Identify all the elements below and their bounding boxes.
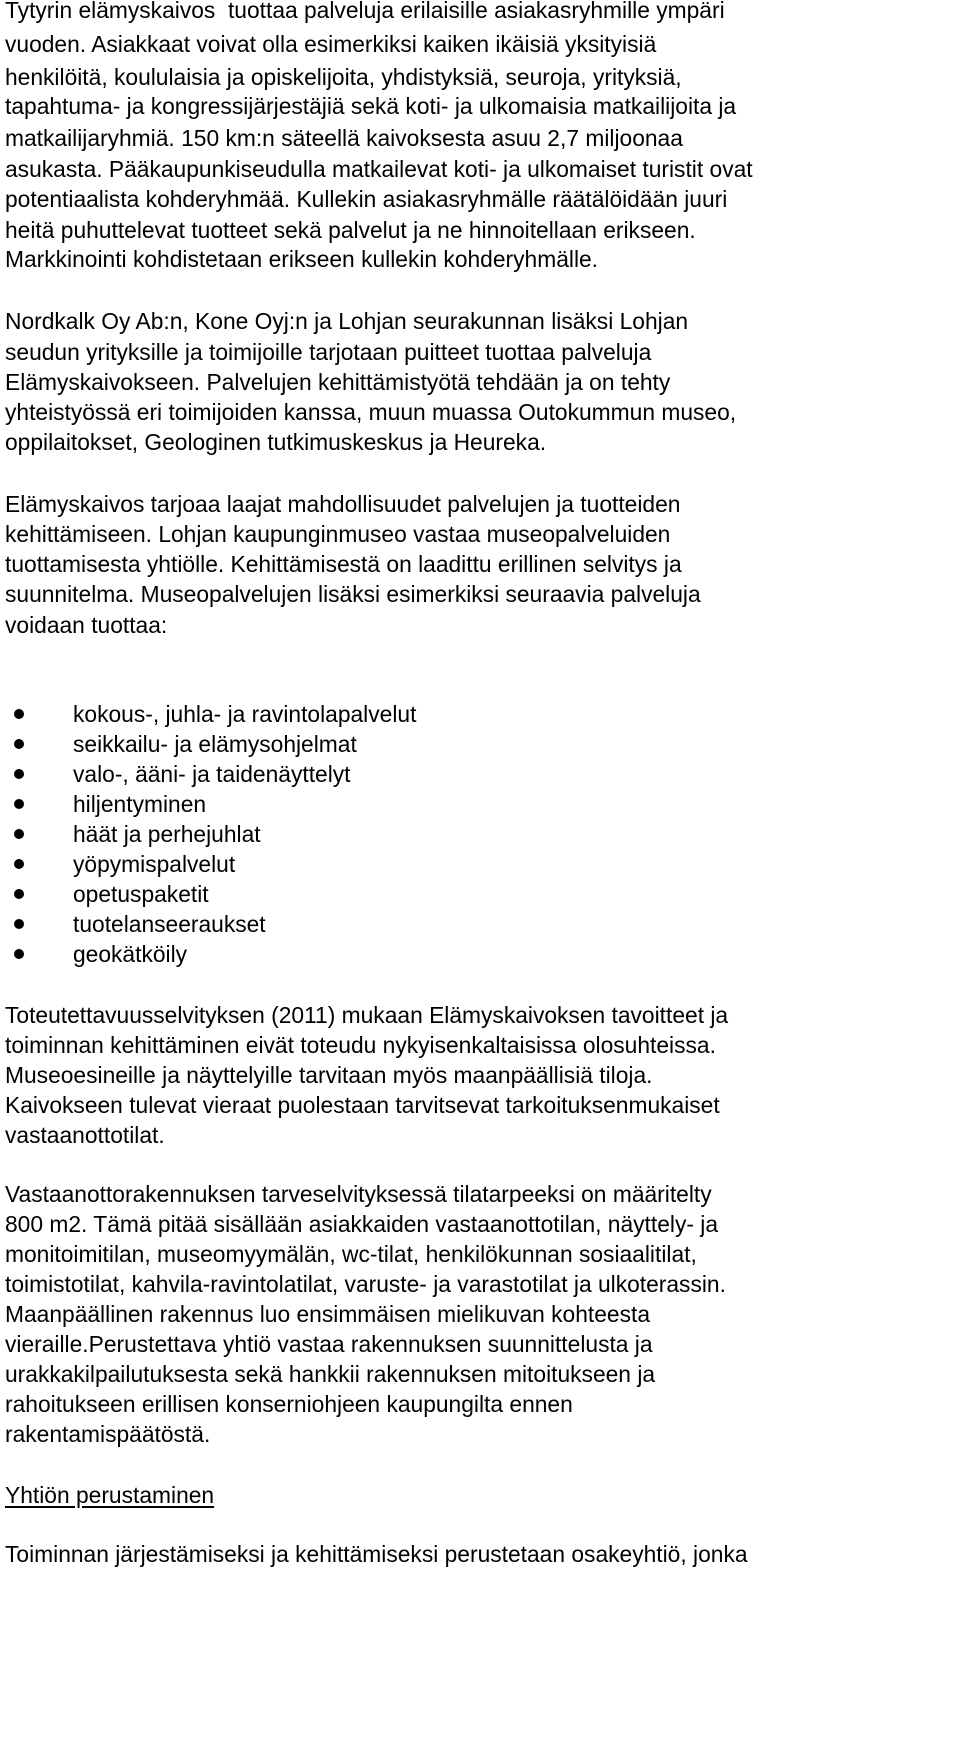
text-line: voidaan tuottaa:: [5, 612, 168, 638]
text-line: vuoden. Asiakkaat voivat olla esimerkiksi kaiken ikäisiä yksityisiä: [5, 31, 657, 57]
text-line: heitä puhuttelevat tuotteet sekä palvelut ja ne hinnoitellaan erikseen.: [5, 217, 696, 243]
bullet-icon: [14, 709, 24, 719]
text-line: oppilaitokset, Geologinen tutkimuskeskus ja Heureka.: [5, 429, 547, 455]
text-line: Markkinointi kohdistetaan erikseen kullekin kohderyhmälle.: [5, 246, 599, 272]
list-item: opetuspaketit: [73, 881, 209, 907]
text-line: yhteistyössä eri toimijoiden kanssa, muun muassa Outokummun museo,: [5, 399, 737, 425]
text-line: toimistotilat, kahvila-ravintolatilat, varuste- ja varastotilat ja ulkoterassin.: [5, 1271, 726, 1297]
text-line: kehittämiseen. Lohjan kaupunginmuseo vastaa museopalveluiden: [5, 521, 671, 547]
text-line: monitoimitilan, museomyymälän, wc-tilat, henkilökunnan sosiaalitilat,: [5, 1241, 697, 1267]
list-item: geokätköily: [73, 941, 188, 967]
text-line: Maanpäällinen rakennus luo ensimmäisen mielikuvan kohteesta: [5, 1301, 651, 1327]
text-line: Toteutettavuusselvityksen (2011) mukaan Elämyskaivoksen tavoitteet ja: [5, 1002, 729, 1028]
text-line: 800 m2. Tämä pitää sisällään asiakkaiden vastaanottotilan, näyttely- ja: [5, 1211, 719, 1237]
text-line: Vastaanottorakennuksen tarveselvityksessä tilatarpeeksi on määritelty: [5, 1181, 712, 1207]
text-line: Elämyskaivokseen. Palvelujen kehittämistyötä tehdään ja on tehty: [5, 369, 671, 395]
text-line: Tytyrin elämyskaivos tuottaa palveluja erilaisille asiakasryhmille ympäri: [5, 0, 725, 23]
bullet-icon: [14, 859, 24, 869]
bullet-icon: [14, 949, 24, 959]
text-line: rakentamispäätöstä.: [5, 1421, 211, 1447]
text-line: seudun yrityksille ja toimijoille tarjotaan puitteet tuottaa palveluja: [5, 339, 652, 365]
text-line: Nordkalk Oy Ab:n, Kone Oyj:n ja Lohjan seurakunnan lisäksi Lohjan: [5, 308, 689, 334]
text-line: potentiaalista kohderyhmää. Kullekin asiakasryhmälle räätälöidään juuri: [5, 186, 728, 212]
text-line: tapahtuma- ja kongressijärjestäjiä sekä koti- ja ulkomaisia matkailijoita ja: [5, 93, 737, 119]
text-line: rahoitukseen erillisen konserniohjeen kaupungilta ennen: [5, 1391, 573, 1417]
text-line: asukasta. Pääkaupunkiseudulla matkailevat koti- ja ulkomaiset turistit ovat: [5, 156, 753, 182]
bullet-icon: [14, 799, 24, 809]
bullet-icon: [14, 919, 24, 929]
section-heading: Yhtiön perustaminen: [5, 1482, 215, 1508]
text-line: matkailijaryhmiä. 150 km:n säteellä kaivoksesta asuu 2,7 miljoonaa: [5, 125, 683, 151]
list-item: häät ja perhejuhlat: [73, 821, 261, 847]
text-line: toiminnan kehittäminen eivät toteudu nykyisenkaltaisissa olosuhteissa.: [5, 1032, 716, 1058]
text-line: Museoesineille ja näyttelyille tarvitaan myös maanpäällisiä tiloja.: [5, 1062, 653, 1088]
list-item: seikkailu- ja elämysohjelmat: [73, 731, 357, 757]
bullet-icon: [14, 889, 24, 899]
text-line: henkilöitä, koululaisia ja opiskelijoita, yhdistyksiä, seuroja, yrityksiä,: [5, 64, 682, 90]
list-item: kokous-, juhla- ja ravintolapalvelut: [73, 701, 417, 727]
text-line: Kaivokseen tulevat vieraat puolestaan tarvitsevat tarkoituksenmukaiset: [5, 1092, 720, 1118]
bullet-icon: [14, 739, 24, 749]
list-item: valo-, ääni- ja taidenäyttelyt: [73, 761, 351, 787]
text-line: Toiminnan järjestämiseksi ja kehittämiseksi perustetaan osakeyhtiö, jonka: [5, 1541, 748, 1567]
list-item: yöpymispalvelut: [73, 851, 236, 877]
text-line: vastaanottotilat.: [5, 1122, 165, 1148]
text-line: suunnitelma. Museopalvelujen lisäksi esimerkiksi seuraavia palveluja: [5, 581, 701, 607]
bullet-icon: [14, 769, 24, 779]
text-line: urakkakilpailutuksesta sekä hankkii rakennuksen mitoitukseen ja: [5, 1361, 656, 1387]
text-line: vieraille.Perustettava yhtiö vastaa rakennuksen suunnittelusta ja: [5, 1331, 653, 1357]
text-line: tuottamisesta yhtiölle. Kehittämisestä on laadittu erillinen selvitys ja: [5, 551, 682, 577]
list-item: hiljentyminen: [73, 791, 207, 817]
bullet-icon: [14, 829, 24, 839]
text-line: Elämyskaivos tarjoaa laajat mahdollisuudet palvelujen ja tuotteiden: [5, 491, 681, 517]
list-item: tuotelanseeraukset: [73, 911, 266, 937]
